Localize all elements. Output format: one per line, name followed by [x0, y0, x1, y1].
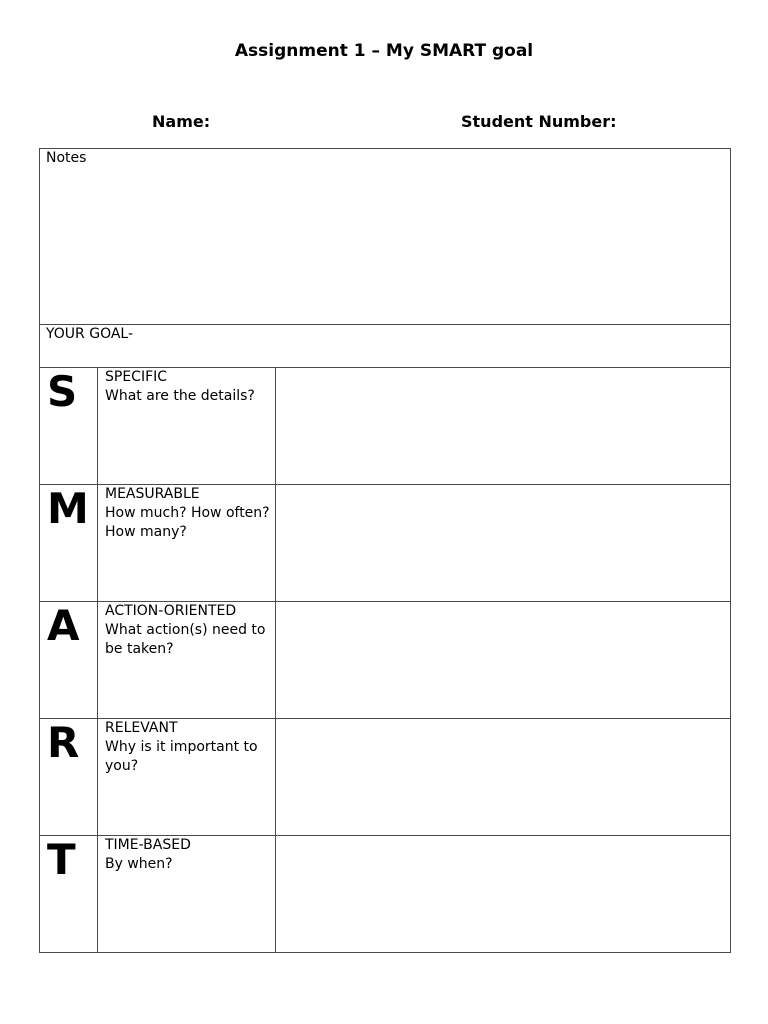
smart-prompt-cell: [98, 836, 276, 953]
smart-heading: RELEVANT: [105, 720, 178, 736]
smart-letter-cell: [40, 719, 98, 836]
smart-goal-form: [39, 148, 731, 953]
smart-question: By when?: [105, 856, 173, 872]
smart-row-relevant: [40, 719, 731, 836]
smart-letter: A: [47, 601, 80, 650]
notes-label: Notes: [46, 150, 87, 166]
smart-heading: SPECIFIC: [105, 369, 168, 385]
smart-row-measurable: [40, 485, 731, 602]
smart-row-action-oriented: [40, 602, 731, 719]
smart-row-specific: [40, 368, 731, 485]
smart-letter-cell: [40, 602, 98, 719]
smart-letter-cell: [40, 485, 98, 602]
smart-prompt-cell: [98, 602, 276, 719]
page-title: Assignment 1 – My SMART goal: [234, 41, 534, 61]
smart-question: Why is it important to you?: [105, 739, 258, 774]
smart-heading: ACTION-ORIENTED: [105, 603, 237, 619]
smart-answer-cell[interactable]: [276, 719, 731, 836]
name-label: Name:: [152, 112, 211, 131]
smart-row-time-based: [40, 836, 731, 953]
smart-letter-cell: [40, 836, 98, 953]
smart-letter: S: [47, 367, 78, 416]
smart-heading: MEASURABLE: [105, 486, 200, 502]
goal-box[interactable]: [40, 325, 731, 368]
smart-letter-cell: [40, 368, 98, 485]
smart-question: What action(s) need to be taken?: [105, 622, 266, 657]
smart-prompt-cell: [98, 485, 276, 602]
goal-label: YOUR GOAL-: [46, 326, 134, 342]
notes-box[interactable]: [40, 149, 731, 325]
smart-answer-cell[interactable]: [276, 485, 731, 602]
smart-answer-cell[interactable]: [276, 368, 731, 485]
smart-letter: M: [47, 484, 89, 533]
student-number-label: Student Number:: [461, 112, 617, 131]
smart-prompt-cell: [98, 719, 276, 836]
smart-letter: R: [47, 718, 80, 767]
smart-question: What are the details?: [105, 388, 255, 404]
smart-question: How much? How often? How many?: [105, 505, 270, 540]
smart-prompt-cell: [98, 368, 276, 485]
smart-heading: TIME-BASED: [105, 837, 191, 853]
smart-letter: T: [47, 835, 76, 884]
smart-answer-cell[interactable]: [276, 602, 731, 719]
smart-answer-cell[interactable]: [276, 836, 731, 953]
